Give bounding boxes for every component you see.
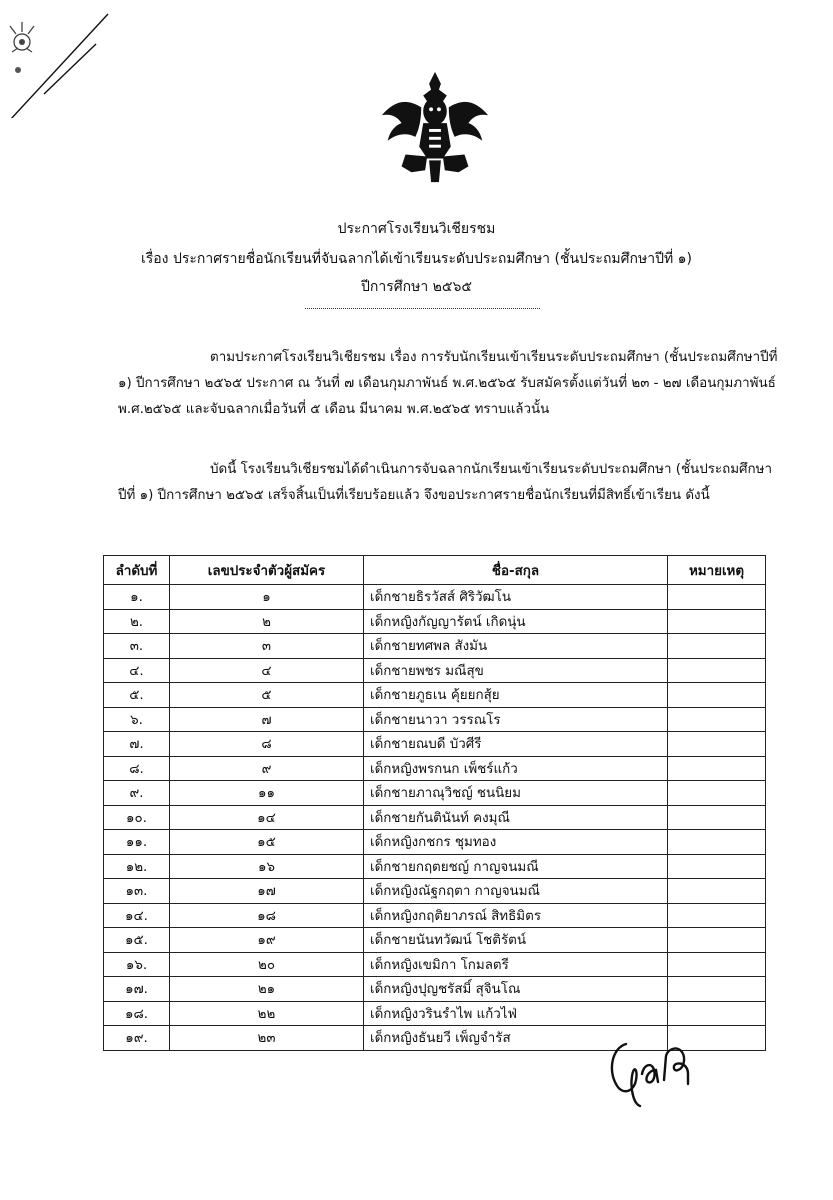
row-applicant-number: ๔ bbox=[170, 658, 364, 683]
table-row bbox=[104, 658, 766, 683]
row-applicant-number: ๗ bbox=[170, 707, 364, 732]
table-header-row bbox=[104, 556, 766, 585]
table-row bbox=[104, 952, 766, 977]
table-row bbox=[104, 854, 766, 879]
table-row bbox=[104, 977, 766, 1002]
table-row bbox=[104, 830, 766, 855]
row-full-name: เด็กหญิงเขมิกา โกมลตรี bbox=[364, 952, 668, 977]
table-row bbox=[104, 732, 766, 757]
row-applicant-number: ๓ bbox=[170, 634, 364, 659]
row-order: ๑๕. bbox=[104, 928, 170, 953]
row-order: ๓. bbox=[104, 634, 170, 659]
row-order: ๗. bbox=[104, 732, 170, 757]
row-applicant-number: ๑๕ bbox=[170, 830, 364, 855]
row-remarks bbox=[668, 609, 766, 634]
body-paragraph-2 bbox=[118, 457, 780, 509]
received-stamp-icon bbox=[4, 8, 114, 118]
row-full-name: เด็กหญิงกัญญารัตน์ เกิดนุ่น bbox=[364, 609, 668, 634]
table-row bbox=[104, 928, 766, 953]
row-applicant-number: ๙ bbox=[170, 756, 364, 781]
table-row bbox=[104, 903, 766, 928]
row-applicant-number: ๑๖ bbox=[170, 854, 364, 879]
row-order: ๑๗. bbox=[104, 977, 170, 1002]
row-full-name: เด็กหญิงปุญชรัสมิ์ สุจินโณ bbox=[364, 977, 668, 1002]
row-applicant-number: ๘ bbox=[170, 732, 364, 757]
row-full-name: เด็กชายกฤตยชญ์ กาญจนมณี bbox=[364, 854, 668, 879]
table-row bbox=[104, 805, 766, 830]
handwritten-signature bbox=[604, 1030, 704, 1108]
table-row bbox=[104, 879, 766, 904]
row-order: ๑๑. bbox=[104, 830, 170, 855]
table-row bbox=[104, 1001, 766, 1026]
header-remarks: หมายเหตุ bbox=[668, 556, 766, 585]
row-applicant-number: ๑๘ bbox=[170, 903, 364, 928]
announcement-year: ปีการศึกษา ๒๕๖๕ bbox=[361, 279, 472, 295]
row-remarks bbox=[668, 977, 766, 1002]
row-remarks bbox=[668, 830, 766, 855]
row-remarks bbox=[668, 805, 766, 830]
row-order: ๑๖. bbox=[104, 952, 170, 977]
row-applicant-number: ๒ bbox=[170, 609, 364, 634]
row-full-name: เด็กหญิงธันยวี เพ็ญจำรัส bbox=[364, 1026, 668, 1051]
row-remarks bbox=[668, 928, 766, 953]
row-applicant-number: ๑๙ bbox=[170, 928, 364, 953]
garuda-emblem-icon bbox=[376, 68, 494, 186]
row-order: ๑๐. bbox=[104, 805, 170, 830]
row-applicant-number: ๑๔ bbox=[170, 805, 364, 830]
row-applicant-number: ๒๓ bbox=[170, 1026, 364, 1051]
row-order: ๑. bbox=[104, 585, 170, 610]
row-remarks bbox=[668, 854, 766, 879]
header-full-name: ชื่อ-สกุล bbox=[364, 556, 668, 585]
row-full-name: เด็กหญิงวรินรำไพ แก้วไฟ่ bbox=[364, 1001, 668, 1026]
row-order: ๑๒. bbox=[104, 854, 170, 879]
row-full-name: เด็กชายพชร มณีสุข bbox=[364, 658, 668, 683]
row-order: ๕. bbox=[104, 683, 170, 708]
row-remarks bbox=[668, 879, 766, 904]
row-remarks bbox=[668, 707, 766, 732]
student-roster-table bbox=[103, 555, 766, 1051]
row-order: ๑๔. bbox=[104, 903, 170, 928]
row-order: ๒. bbox=[104, 609, 170, 634]
row-full-name: เด็กชายณบดี บัวศีรี bbox=[364, 732, 668, 757]
row-full-name: เด็กหญิงพรกนก เพ็ชร์แก้ว bbox=[364, 756, 668, 781]
row-remarks bbox=[668, 585, 766, 610]
row-order: ๑๘. bbox=[104, 1001, 170, 1026]
body-paragraph-1 bbox=[118, 345, 780, 423]
row-order: ๑๓. bbox=[104, 879, 170, 904]
table-row bbox=[104, 585, 766, 610]
row-applicant-number: ๑๑ bbox=[170, 781, 364, 806]
row-order: ๔. bbox=[104, 658, 170, 683]
row-remarks bbox=[668, 634, 766, 659]
row-full-name: เด็กชายทศพล สังมัน bbox=[364, 634, 668, 659]
row-remarks bbox=[668, 683, 766, 708]
row-remarks bbox=[668, 756, 766, 781]
row-remarks bbox=[668, 658, 766, 683]
table-row bbox=[104, 707, 766, 732]
paragraph-2-text: บัดนี้ โรงเรียนวิเชียรชมได้ดำเนินการจับฉลากนักเรียนเข้าเรียนระดับประถมศึกษา (ชั้นประถมศึกษาปีที่ ๑) ปีการศึกษา ๒๕๖๕ เสร็จสิ้นเป็นที่เรียบร้อยแล้ว จึงขอประกาศรายชื่อนักเรียนที่มีสิทธิ์เข้าเรียน ดังนี้ bbox=[118, 462, 772, 503]
row-order: ๑๙. bbox=[104, 1026, 170, 1051]
table-row bbox=[104, 781, 766, 806]
table-row bbox=[104, 683, 766, 708]
row-full-name: เด็กชายภาณุวิชญ์ ชนนิยม bbox=[364, 781, 668, 806]
row-full-name: เด็กหญิงกชกร ชุมทอง bbox=[364, 830, 668, 855]
row-remarks bbox=[668, 952, 766, 977]
paragraph-1-text: ตามประกาศโรงเรียนวิเชียรชม เรื่อง การรับนักเรียนเข้าเรียนระดับประถมศึกษา (ชั้นประถมศึกษาปีที่ ๑) ปีการศึกษา ๒๕๖๕ ประกาศ ณ วันที่ ๗ เดือนกุมภาพันธ์ พ.ศ.๒๕๖๕ รับสมัครตั้งแต่วันที่ ๒๓ - ๒๗ เดือนกุมภาพันธ์ พ.ศ.๒๕๖๕ และจับฉลากเมื่อวันที่ ๕ เดือน มีนาคม พ.ศ.๒๕๖๕ ทราบแล้วนั้น bbox=[118, 350, 778, 417]
announcement-subject: เรื่อง ประกาศรายชื่อนักเรียนที่จับฉลากได้เข้าเรียนระดับประถมศึกษา (ชั้นประถมศึกษาปีที่ ๑) bbox=[140, 251, 693, 267]
row-applicant-number: ๑๗ bbox=[170, 879, 364, 904]
row-full-name: เด็กหญิงกฤติยาภรณ์ สิทธิมิตร bbox=[364, 903, 668, 928]
row-full-name: เด็กชายนันทวัฒน์ โชติรัตน์ bbox=[364, 928, 668, 953]
row-full-name: เด็กชายกันตินันท์ คงมุณี bbox=[364, 805, 668, 830]
row-full-name: เด็กชายธิรวัสส์ ศิริวัฒโน bbox=[364, 585, 668, 610]
row-remarks bbox=[668, 903, 766, 928]
row-order: ๙. bbox=[104, 781, 170, 806]
header-order: ลำดับที่ bbox=[104, 556, 170, 585]
row-applicant-number: ๒๑ bbox=[170, 977, 364, 1002]
table-row bbox=[104, 609, 766, 634]
row-full-name: เด็กชายภูธเน คุ้ยยกสุ้ย bbox=[364, 683, 668, 708]
row-applicant-number: ๑ bbox=[170, 585, 364, 610]
table-row bbox=[104, 634, 766, 659]
row-remarks bbox=[668, 781, 766, 806]
header-applicant-number: เลขประจำตัวผู้สมัคร bbox=[170, 556, 364, 585]
row-applicant-number: ๕ bbox=[170, 683, 364, 708]
row-remarks bbox=[668, 732, 766, 757]
row-full-name: เด็กชายนาวา วรรณโร bbox=[364, 707, 668, 732]
row-order: ๘. bbox=[104, 756, 170, 781]
row-applicant-number: ๒๐ bbox=[170, 952, 364, 977]
announcement-org-title: ประกาศโรงเรียนวิเชียรชม bbox=[337, 221, 496, 237]
row-applicant-number: ๒๒ bbox=[170, 1001, 364, 1026]
table-row bbox=[104, 756, 766, 781]
row-remarks bbox=[668, 1001, 766, 1026]
header-divider bbox=[305, 308, 540, 309]
row-order: ๖. bbox=[104, 707, 170, 732]
row-full-name: เด็กหญิงณัฐกฤตา กาญจนมณี bbox=[364, 879, 668, 904]
